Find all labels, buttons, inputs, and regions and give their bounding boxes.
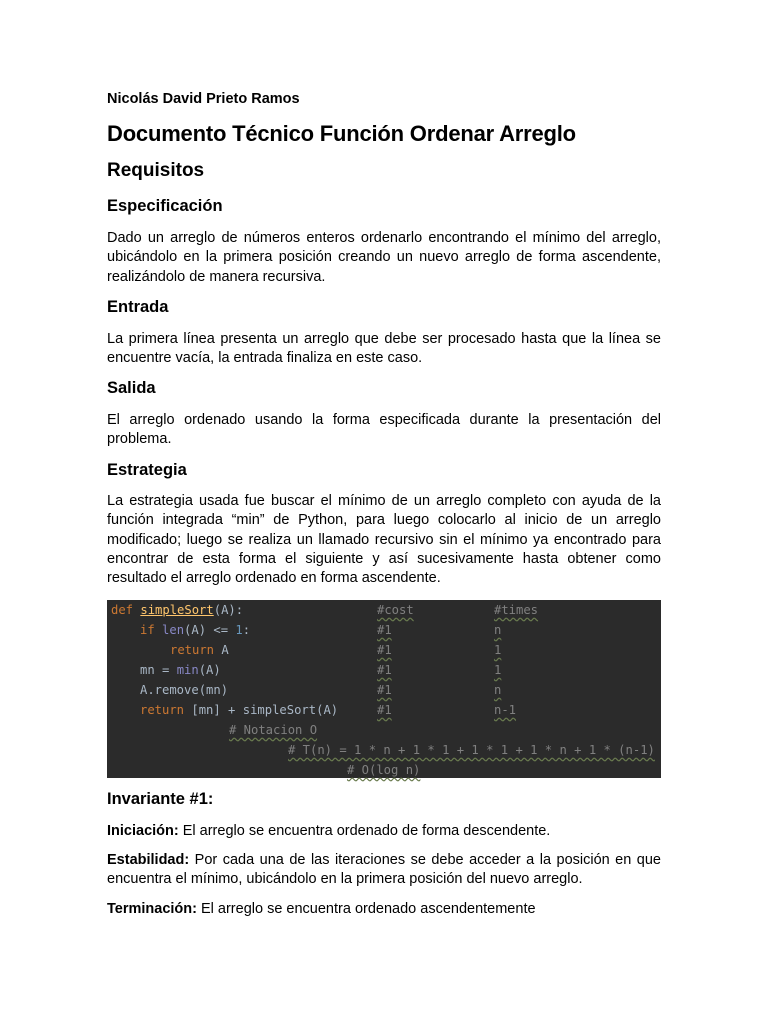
heading-especificacion: Especificación xyxy=(107,197,223,215)
times-value: n xyxy=(494,683,502,697)
section-requisitos: Requisitos xyxy=(107,160,205,181)
times-header: #times xyxy=(494,603,539,617)
label-terminacion: Terminación: xyxy=(107,901,197,917)
cost-value: #1 xyxy=(377,623,392,637)
times-value: n xyxy=(494,623,502,637)
times-value: 1 xyxy=(494,643,502,657)
label-iniciacion: Iniciación: xyxy=(107,823,179,839)
times-value: n-1 xyxy=(494,703,517,717)
cost-value: #1 xyxy=(377,663,392,677)
code-line-remove: A.remove(mn) xyxy=(140,683,229,697)
code-line-if: if len(A) <= 1: xyxy=(140,623,251,637)
code-comment-formula: # T(n) = 1 * n + 1 * 1 + 1 * 1 + 1 * n + 1 * (n-1) xyxy=(288,743,655,757)
document-title: Documento Técnico Función Ordenar Arreglo xyxy=(107,121,576,146)
paragraph-iniciacion xyxy=(107,822,661,841)
author-name: Nicolás David Prieto Ramos xyxy=(107,91,300,107)
code-line-return-recursive: return [mn] + simpleSort(A) xyxy=(140,703,339,717)
code-comment-notacion: # Notacion O xyxy=(229,723,318,737)
paragraph-estabilidad xyxy=(107,851,661,890)
cost-value: #1 xyxy=(377,643,392,657)
heading-invariante: Invariante #1: xyxy=(107,790,214,808)
code-screenshot xyxy=(107,600,661,778)
code-line-return-a: return A xyxy=(170,643,229,657)
paragraph-salida: El arreglo ordenado usando la forma especificada durante la presentación del problema. xyxy=(107,412,661,448)
heading-entrada: Entrada xyxy=(107,298,169,316)
code-line-def: def simpleSort(A): xyxy=(111,603,244,617)
cost-header: #cost xyxy=(377,603,414,617)
text-estabilidad: Por cada una de las iteraciones se debe acceder a la posición en que encuentra el mínimo, ubicándolo en la primera posición del nuevo arreglo. xyxy=(107,852,661,888)
code-comment-bigo: # O(log n) xyxy=(347,763,421,777)
text-terminacion: El arreglo se encuentra ordenado ascendentemente xyxy=(196,901,536,917)
times-value: 1 xyxy=(494,663,502,677)
paragraph-terminacion xyxy=(107,900,661,919)
paragraph-entrada: La primera línea presenta un arreglo que debe ser procesado hasta que la línea se encuentre vacía, la entrada finaliza en este caso. xyxy=(107,331,661,367)
paragraph-especificacion: Dado un arreglo de números enteros ordenarlo encontrando el mínimo del arreglo, ubicándolo en la primera posición creando un nuevo arreglo de forma ascendente, realizándolo de manera recursiva. xyxy=(107,230,661,285)
text-iniciacion: El arreglo se encuentra ordenado de forma descendente. xyxy=(178,823,551,839)
heading-estrategia: Estrategia xyxy=(107,461,187,479)
paragraph-estrategia: La estrategia usada fue buscar el mínimo de un arreglo completo con ayuda de la función integrada “min” de Python, para luego colocarlo al inicio de un arreglo modificado; luego se realiza un llamado recursivo sin el mínimo ya encontrado para encontrar de esta forma el siguiente y así sucesivamente hasta obtener como resultado el arreglo ordenado en forma ascendente. xyxy=(107,493,661,587)
code-line-min: mn = min(A) xyxy=(140,663,221,677)
heading-salida: Salida xyxy=(107,379,156,397)
label-estabilidad: Estabilidad: xyxy=(107,852,190,868)
cost-value: #1 xyxy=(377,683,392,697)
cost-value: #1 xyxy=(377,703,392,717)
